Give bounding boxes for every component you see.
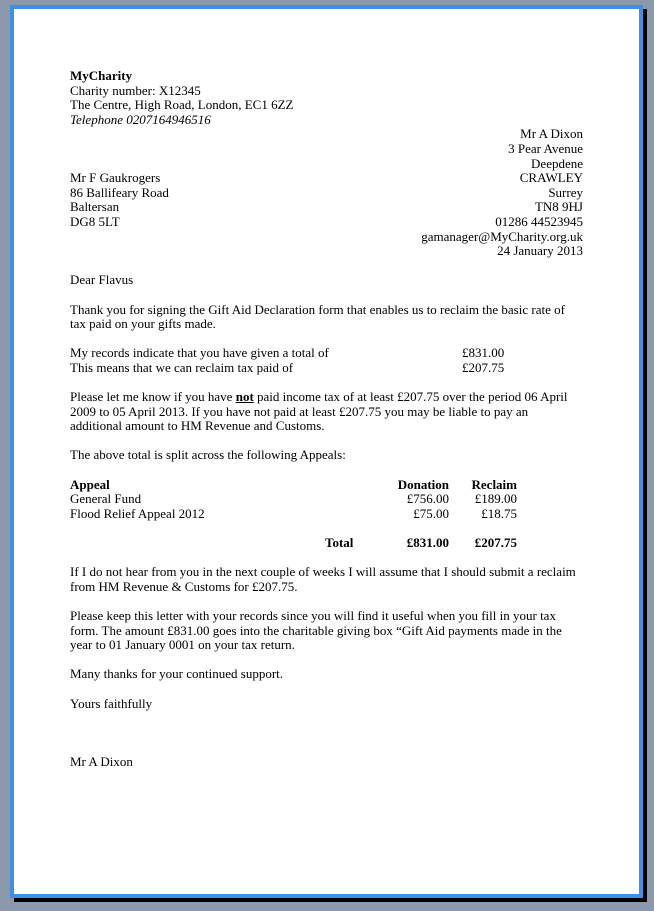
total-reclaim: £207.75 (474, 535, 517, 551)
paragraph-if-no-reply: If I do not hear from you in the next couple of weeks I will assume that I should submit a reclaim from HM Revenue & Customs for £207.75. (70, 564, 576, 594)
contact-email: gamanager@MyCharity.org.uk (421, 228, 583, 244)
row-reclaim: £18.75 (481, 505, 517, 521)
contact-postcode: TN8 9HJ (534, 199, 583, 215)
appeals-table-header (70, 478, 583, 493)
tax-warning-before: Please let me know if you have (70, 389, 236, 405)
contact-name: Mr A Dixon (520, 126, 583, 142)
given-total-value: £831.00 (462, 345, 505, 361)
letter-date: 24 January 2013 (497, 243, 583, 259)
row-donation: £756.00 (406, 491, 449, 507)
table-row (70, 507, 583, 522)
reclaim-total-value: £207.75 (462, 359, 505, 375)
contact-county: Surrey (548, 184, 583, 200)
given-total-row (70, 346, 583, 361)
amount-summary (70, 346, 583, 375)
sender-name: MyCharity (70, 68, 133, 83)
sender-telephone: Telephone 0207164946516 (70, 111, 211, 127)
sender-address: The Centre, High Road, London, EC1 6ZZ (70, 97, 294, 113)
letter-content (14, 9, 639, 770)
total-label: Total (325, 535, 354, 551)
contact-locality: Deepdene (531, 155, 583, 171)
closing-yours-faithfully: Yours faithfully (70, 695, 153, 711)
recipient-block (70, 171, 169, 229)
row-donation: £75.00 (413, 505, 449, 521)
tax-warning-not: not (235, 389, 254, 405)
row-spacer (325, 492, 383, 507)
appeals-table (70, 478, 583, 551)
paragraph-many-thanks: Many thanks for your continued support. (70, 666, 284, 682)
given-total-label: My records indicate that you have given a total of (70, 345, 329, 361)
row-appeal: Flood Relief Appeal 2012 (70, 505, 205, 521)
sender-charity-number: Charity number: X12345 (70, 82, 201, 98)
recipient-postcode: DG8 5LT (70, 213, 120, 229)
recipient-street: 86 Ballifeary Road (70, 184, 169, 200)
row-appeal: General Fund (70, 491, 142, 507)
table-row (70, 492, 583, 507)
row-spacer (325, 507, 383, 522)
contact-phone: 01286 44523945 (495, 213, 583, 229)
salutation: Dear Flavus (70, 272, 134, 288)
header-reclaim: Reclaim (471, 476, 517, 492)
total-donation: £831.00 (406, 535, 449, 551)
paragraph-tax-warning (70, 390, 583, 434)
header-appeal: Appeal (70, 476, 110, 492)
signature-name: Mr A Dixon (70, 753, 133, 769)
recipient-town: Baltersan (70, 199, 120, 215)
row-reclaim: £189.00 (474, 491, 517, 507)
recipient-name: Mr F Gaukrogers (70, 170, 161, 186)
sender-header (70, 69, 583, 127)
paragraph-thank-you: Thank you for signing the Gift Aid Declaration form that enables us to reclaim the basic rate of tax paid on your gifts made. (70, 301, 565, 332)
total-spacer (70, 536, 325, 551)
header-spacer (325, 478, 383, 493)
letter-page (10, 5, 643, 898)
header-donation: Donation (397, 476, 449, 492)
contact-street: 3 Pear Avenue (508, 140, 583, 156)
paragraph-keep-letter: Please keep this letter with your records since you will find it useful when you fill in your tax form. The amount £831.00 goes into the charitable giving box “Gift Aid payments made in the year to 01 January 0001 on your tax return. (70, 608, 562, 653)
contact-town: CRAWLEY (519, 170, 583, 186)
reclaim-total-label: This means that we can reclaim tax paid of (70, 359, 294, 375)
paragraph-appeals-intro: The above total is split across the following Appeals: (70, 447, 346, 463)
reclaim-total-row (70, 361, 583, 376)
appeals-table-total-row (70, 536, 583, 551)
address-section (70, 127, 583, 258)
tax-warning-after: paid income tax of at least £207.75 over the period 06 April 2009 to 05 April 2013. If you have not paid at least £207.75 you may be liable to pay an additional amount to HM Revenue and Customs. (70, 389, 568, 434)
